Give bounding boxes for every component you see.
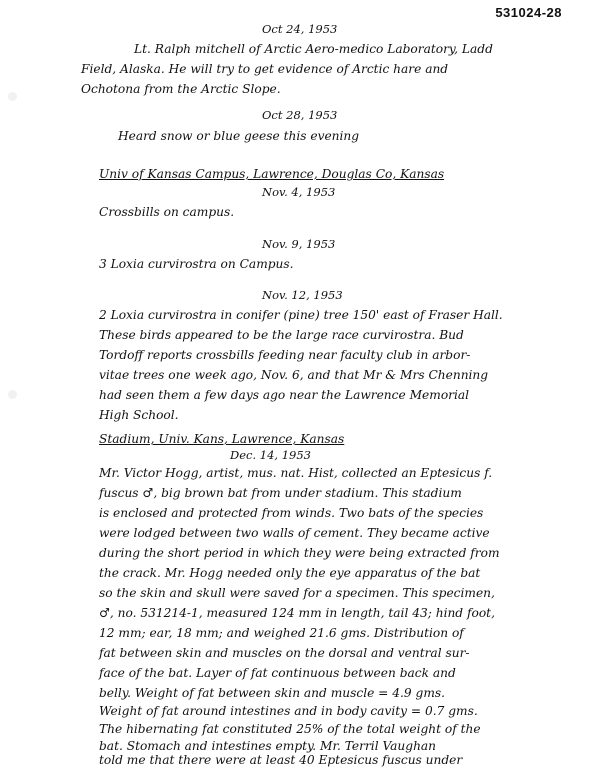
body-line: The hibernating fat constituted 25% of the total weight of the	[99, 722, 481, 736]
location-heading: Univ of Kansas Campus, Lawrence, Douglas Co, Kansas	[99, 167, 445, 181]
body-line: ♂, no. 531214-1, measured 124 mm in length, tail 43; hind foot,	[99, 606, 495, 620]
location-heading: Stadium, Univ. Kans, Lawrence, Kansas	[99, 432, 345, 446]
body-line: the crack. Mr. Hogg needed only the eye apparatus of the bat	[99, 566, 481, 580]
body-line: Lt. Ralph mitchell of Arctic Aero-medico Laboratory, Ladd	[134, 42, 493, 56]
punch-hole	[8, 92, 17, 101]
body-line: Crossbills on campus.	[99, 205, 235, 219]
body-line: Mr. Victor Hogg, artist, mus. nat. Hist, collected an Eptesicus f.	[99, 466, 493, 480]
entry-date: Oct 24, 1953	[262, 22, 338, 36]
body-line: so the skin and skull were saved for a specimen. This specimen,	[99, 586, 495, 600]
entry-date: Oct 28, 1953	[262, 108, 338, 122]
body-line: High School.	[99, 408, 179, 422]
body-line: Field, Alaska. He will try to get evidence of Arctic hare and	[81, 62, 449, 76]
body-line: belly. Weight of fat between skin and muscle = 4.9 gms.	[99, 686, 446, 700]
body-line: bat. Stomach and intestines empty. Mr. Terril Vaughan	[99, 739, 437, 753]
body-line: told me that there were at least 40 Eptesicus fuscus under	[99, 753, 463, 767]
body-line: fat between skin and muscles on the dorsal and ventral sur-	[99, 646, 470, 660]
body-line: Heard snow or blue geese this evening	[118, 129, 360, 143]
body-line: 2 Loxia curvirostra in conifer (pine) tree 150' east of Fraser Hall.	[99, 308, 503, 322]
punch-hole	[8, 390, 17, 399]
entry-date: Nov. 12, 1953	[262, 288, 343, 302]
body-line: Ochotona from the Arctic Slope.	[81, 82, 281, 96]
page-id: 531024-28	[495, 5, 562, 20]
body-line: Weight of fat around intestines and in body cavity = 0.7 gms.	[99, 704, 478, 718]
entry-date: Nov. 4, 1953	[262, 185, 336, 199]
entry-date: Nov. 9, 1953	[262, 237, 336, 251]
body-line: were lodged between two walls of cement. They became active	[99, 526, 490, 540]
body-line: 12 mm; ear, 18 mm; and weighed 21.6 gms. Distribution of	[99, 626, 464, 640]
entry-date: Dec. 14, 1953	[230, 448, 311, 462]
body-line: had seen them a few days ago near the Lawrence Memorial	[99, 388, 470, 402]
body-line: These birds appeared to be the large race curvirostra. Bud	[99, 328, 464, 342]
body-line: face of the bat. Layer of fat continuous between back and	[99, 666, 456, 680]
body-line: during the short period in which they were being extracted from	[99, 546, 500, 560]
body-line: is enclosed and protected from winds. Two bats of the species	[99, 506, 484, 520]
body-line: vitae trees one week ago, Nov. 6, and that Mr & Mrs Chenning	[99, 368, 489, 382]
body-line: 3 Loxia curvirostra on Campus.	[99, 257, 294, 271]
body-line: Tordoff reports crossbills feeding near faculty club in arbor-	[99, 348, 471, 362]
body-line: fuscus ♂, big brown bat from under stadium. This stadium	[99, 486, 462, 500]
